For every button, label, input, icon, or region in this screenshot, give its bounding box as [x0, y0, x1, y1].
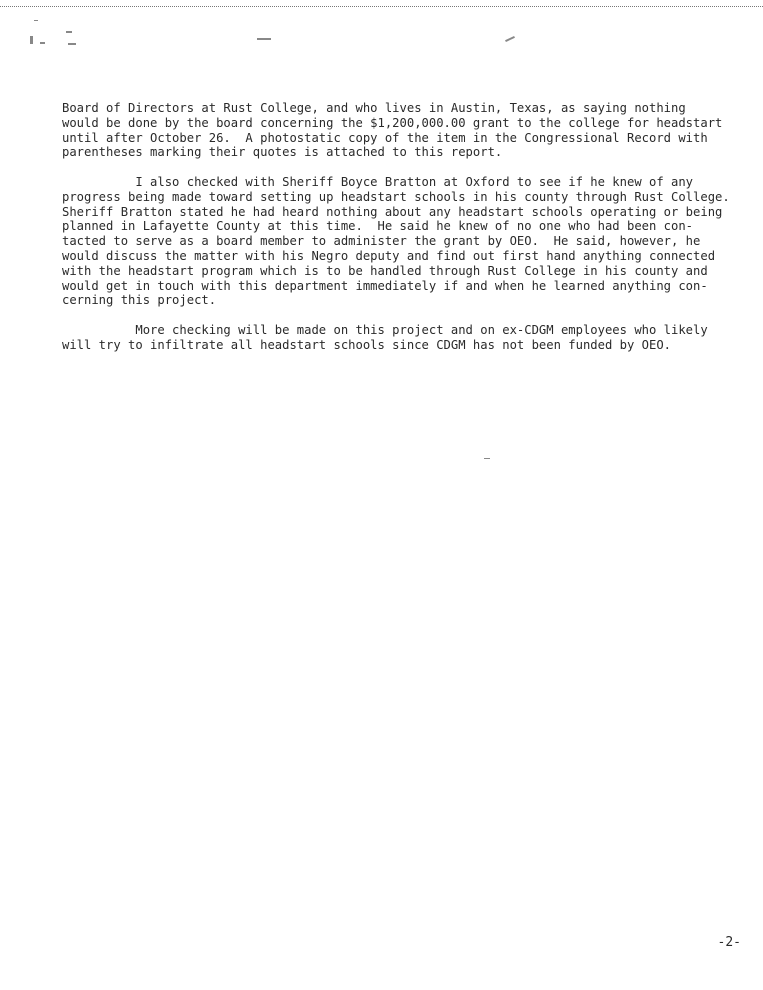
scan-mark	[40, 42, 45, 44]
text-line: cerning this project.	[62, 293, 217, 308]
paragraph-1	[62, 101, 752, 160]
paragraph-spacer	[62, 308, 752, 323]
text-line: would be done by the board concerning the $1,200,000.00 grant to the college for headstart	[62, 115, 723, 130]
text-line: tacted to serve as a board member to administer the grant by OEO. He said, however, he	[62, 234, 701, 249]
page-number: -2-	[717, 935, 741, 950]
text-line: until after October 26. A photostatic copy of the item in the Congressional Record with	[62, 130, 708, 145]
text-line: Board of Directors at Rust College, and who lives in Austin, Texas, as saying nothing	[62, 101, 686, 115]
scan-mark	[68, 43, 76, 45]
text-line: will try to infiltrate all headstart schools since CDGM has not been funded by OEO.	[62, 337, 672, 352]
text-line: I also checked with Sheriff Boyce Bratton at Oxford to see if he knew of any	[62, 174, 694, 189]
text-line: planned in Lafayette County at this time. He said he knew of no one who had been con-	[62, 219, 694, 234]
text-line: with the headstart program which is to be handled through Rust College in his county and	[62, 263, 708, 278]
text-line: would get in touch with this department immediately if and when he learned anything con-	[62, 278, 708, 293]
scan-mark	[34, 20, 38, 21]
paragraph-spacer	[62, 160, 752, 175]
text-line: parentheses marking their quotes is attached to this report.	[62, 145, 503, 160]
paragraph-2	[62, 175, 752, 308]
text-line: More checking will be made on this project and on ex-CDGM employees who likely	[62, 322, 708, 337]
text-line: Sheriff Bratton stated he had heard nothing about any headstart schools operating or being	[62, 204, 723, 219]
text-line: progress being made toward setting up headstart schools in his county through Rust College.	[62, 189, 730, 204]
scan-mark	[257, 38, 271, 40]
scan-mark	[66, 31, 72, 33]
text-line: would discuss the matter with his Negro deputy and find out first hand anything connected	[62, 248, 716, 263]
page-top-edge	[0, 0, 763, 7]
scan-mark	[505, 36, 515, 42]
report-body	[62, 101, 752, 353]
scan-mark	[30, 36, 33, 44]
scan-mark	[484, 458, 490, 459]
paragraph-3	[62, 323, 752, 353]
